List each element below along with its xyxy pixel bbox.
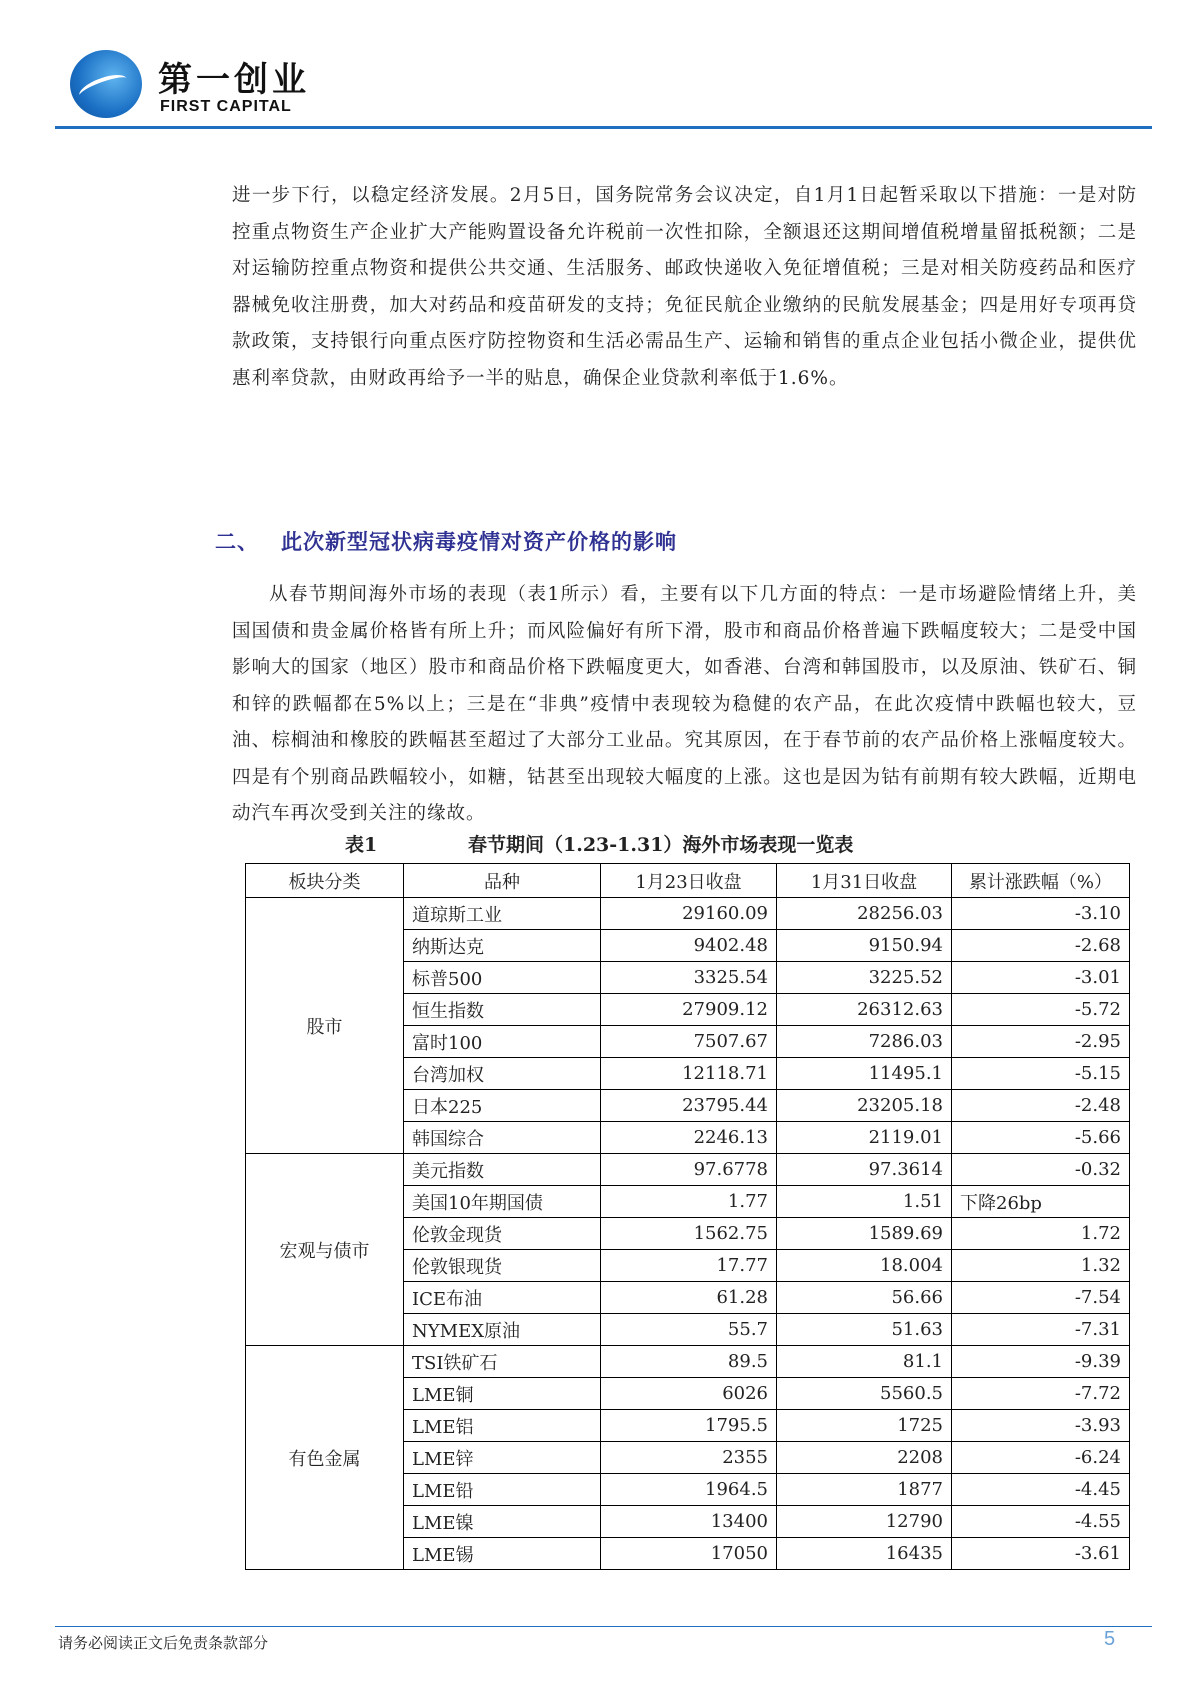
item-name-cell: 富时100 [404, 1026, 601, 1058]
open-close-cell: 6026 [601, 1378, 777, 1410]
open-close-cell: 3325.54 [601, 962, 777, 994]
change-cell: -3.61 [952, 1538, 1130, 1570]
open-close-cell: 1795.5 [601, 1410, 777, 1442]
open-close-cell: 97.6778 [601, 1154, 777, 1186]
item-name-cell: LME铜 [404, 1378, 601, 1410]
close-cell: 7286.03 [777, 1026, 952, 1058]
item-name-cell: 韩国综合 [404, 1122, 601, 1154]
section-heading [215, 526, 699, 556]
column-header: 板块分类 [246, 864, 404, 898]
change-cell: -2.48 [952, 1090, 1130, 1122]
close-cell: 16435 [777, 1538, 952, 1570]
change-cell: -3.93 [952, 1410, 1130, 1442]
close-cell: 81.1 [777, 1346, 952, 1378]
change-cell: -4.55 [952, 1506, 1130, 1538]
open-close-cell: 29160.09 [601, 898, 777, 930]
close-cell: 11495.1 [777, 1058, 952, 1090]
header-divider [55, 126, 1152, 129]
column-header: 累计涨跌幅（%） [952, 864, 1130, 898]
item-name-cell: 日本225 [404, 1090, 601, 1122]
change-cell: -0.32 [952, 1154, 1130, 1186]
change-cell: -6.24 [952, 1442, 1130, 1474]
close-cell: 9150.94 [777, 930, 952, 962]
open-close-cell: 23795.44 [601, 1090, 777, 1122]
open-close-cell: 55.7 [601, 1314, 777, 1346]
footer-divider [55, 1626, 1152, 1627]
close-cell: 56.66 [777, 1282, 952, 1314]
item-name-cell: 伦敦银现货 [404, 1250, 601, 1282]
close-cell: 2119.01 [777, 1122, 952, 1154]
category-cell: 股市 [246, 898, 404, 1154]
brand-name-cn: 第一创业 [158, 60, 310, 100]
change-cell: -5.15 [952, 1058, 1130, 1090]
table-row [246, 1154, 1130, 1186]
change-cell: -3.10 [952, 898, 1130, 930]
close-cell: 18.004 [777, 1250, 952, 1282]
table-row [246, 1346, 1130, 1378]
open-close-cell: 2246.13 [601, 1122, 777, 1154]
close-cell: 12790 [777, 1506, 952, 1538]
close-cell: 97.3614 [777, 1154, 952, 1186]
change-cell: -7.54 [952, 1282, 1130, 1314]
category-cell: 宏观与债市 [246, 1154, 404, 1346]
category-cell: 有色金属 [246, 1346, 404, 1570]
table-row [246, 898, 1130, 930]
change-cell: 1.32 [952, 1250, 1130, 1282]
close-cell: 26312.63 [777, 994, 952, 1026]
open-close-cell: 61.28 [601, 1282, 777, 1314]
footer-disclaimer: 请务必阅读正文后免责条款部分 [58, 1634, 269, 1652]
item-name-cell: 伦敦金现货 [404, 1218, 601, 1250]
close-cell: 1.51 [777, 1186, 952, 1218]
item-name-cell: 美元指数 [404, 1154, 601, 1186]
change-cell: -7.72 [952, 1378, 1130, 1410]
open-close-cell: 13400 [601, 1506, 777, 1538]
change-cell: -5.66 [952, 1122, 1130, 1154]
open-close-cell: 9402.48 [601, 930, 777, 962]
open-close-cell: 1.77 [601, 1186, 777, 1218]
change-cell: -2.95 [952, 1026, 1130, 1058]
item-name-cell: 标普500 [404, 962, 601, 994]
close-cell: 2208 [777, 1442, 952, 1474]
open-close-cell: 17.77 [601, 1250, 777, 1282]
close-cell: 5560.5 [777, 1378, 952, 1410]
close-cell: 3225.52 [777, 962, 952, 994]
close-cell: 1725 [777, 1410, 952, 1442]
item-name-cell: NYMEX原油 [404, 1314, 601, 1346]
change-cell: -9.39 [952, 1346, 1130, 1378]
body-paragraph: 进一步下行，以稳定经济发展。2月5日，国务院常务会议决定，自1月1日起暂采取以下措施：一是对防控重点物资生产企业扩大产能购置设备允许税前一次性扣除，全额退还这期间增值税增量留抵税额；二是对运输防控重点物资和提供公共交通、生活服务、邮政快递收入免征增值税；三是对相关防疫药品和医疗器械免收注册费，加大对药品和疫苗研发的支持；免征民航企业缴纳的民航发展基金；四是用好专项再贷款政策，支持银行向重点医疗防控物资和生活必需品生产、运输和销售的重点企业包括小微企业，提供优惠利率贷款，由财政再给予一半的贴息，确保企业贷款利率低于1.6%。 [232, 185, 1137, 389]
item-name-cell: ICE布油 [404, 1282, 601, 1314]
open-close-cell: 1964.5 [601, 1474, 777, 1506]
change-cell: -5.72 [952, 994, 1130, 1026]
table-label: 表1 [345, 834, 378, 856]
change-cell: -3.01 [952, 962, 1130, 994]
close-cell: 23205.18 [777, 1090, 952, 1122]
open-close-cell: 89.5 [601, 1346, 777, 1378]
item-name-cell: LME锡 [404, 1538, 601, 1570]
change-cell: -4.45 [952, 1474, 1130, 1506]
section-title: 此次新型冠状病毒疫情对资产价格的影响 [281, 529, 677, 554]
item-name-cell: LME铅 [404, 1474, 601, 1506]
column-header: 1月31日收盘 [777, 864, 952, 898]
close-cell: 1589.69 [777, 1218, 952, 1250]
item-name-cell: LME锌 [404, 1442, 601, 1474]
item-name-cell: 台湾加权 [404, 1058, 601, 1090]
open-close-cell: 17050 [601, 1538, 777, 1570]
item-name-cell: 恒生指数 [404, 994, 601, 1026]
brand-name-en: FIRST CAPITAL [160, 98, 292, 115]
item-name-cell: TSI铁矿石 [404, 1346, 601, 1378]
item-name-cell: LME铝 [404, 1410, 601, 1442]
close-cell: 51.63 [777, 1314, 952, 1346]
column-header: 1月23日收盘 [601, 864, 777, 898]
body-paragraph: 从春节期间海外市场的表现（表1所示）看，主要有以下几方面的特点：一是市场避险情绪上升，美国国债和贵金属价格皆有所上升；而风险偏好有所下滑，股市和商品价格普遍下跌幅度较大；二是受中国影响大的国家（地区）股市和商品价格下跌幅度更大，如香港、台湾和韩国股市，以及原油、铁矿石、铜和锌的跌幅都在5%以上；三是在“非典”疫情中表现较为稳健的农产品，在此次疫情中跌幅也较大，豆油、棕榈油和橡胶的跌幅甚至超过了大部分工业品。究其原因，在于春节前的农产品价格上涨幅度较大。四是有个别商品跌幅较小，如糖，钴甚至出现较大幅度的上涨。这也是因为钴有前期有较大跌幅，近期电动汽车再次受到关注的缘故。 [232, 584, 1137, 824]
item-name-cell: 纳斯达克 [404, 930, 601, 962]
open-close-cell: 2355 [601, 1442, 777, 1474]
item-name-cell: 美国10年期国债 [404, 1186, 601, 1218]
section-number: 二、 [215, 529, 259, 554]
close-cell: 28256.03 [777, 898, 952, 930]
open-close-cell: 1562.75 [601, 1218, 777, 1250]
market-performance-table [245, 863, 1130, 1570]
item-name-cell: 道琼斯工业 [404, 898, 601, 930]
page-number: 5 [1104, 1628, 1116, 1650]
column-header: 品种 [404, 864, 601, 898]
change-cell: -2.68 [952, 930, 1130, 962]
globe-logo-icon [70, 50, 142, 118]
change-cell: -7.31 [952, 1314, 1130, 1346]
open-close-cell: 27909.12 [601, 994, 777, 1026]
item-name-cell: LME镍 [404, 1506, 601, 1538]
open-close-cell: 7507.67 [601, 1026, 777, 1058]
table-title: 春节期间（1.23-1.31）海外市场表现一览表 [468, 834, 854, 856]
change-cell: 下降26bp [952, 1186, 1130, 1218]
close-cell: 1877 [777, 1474, 952, 1506]
open-close-cell: 12118.71 [601, 1058, 777, 1090]
change-cell: 1.72 [952, 1218, 1130, 1250]
table-header-row [246, 864, 1130, 898]
